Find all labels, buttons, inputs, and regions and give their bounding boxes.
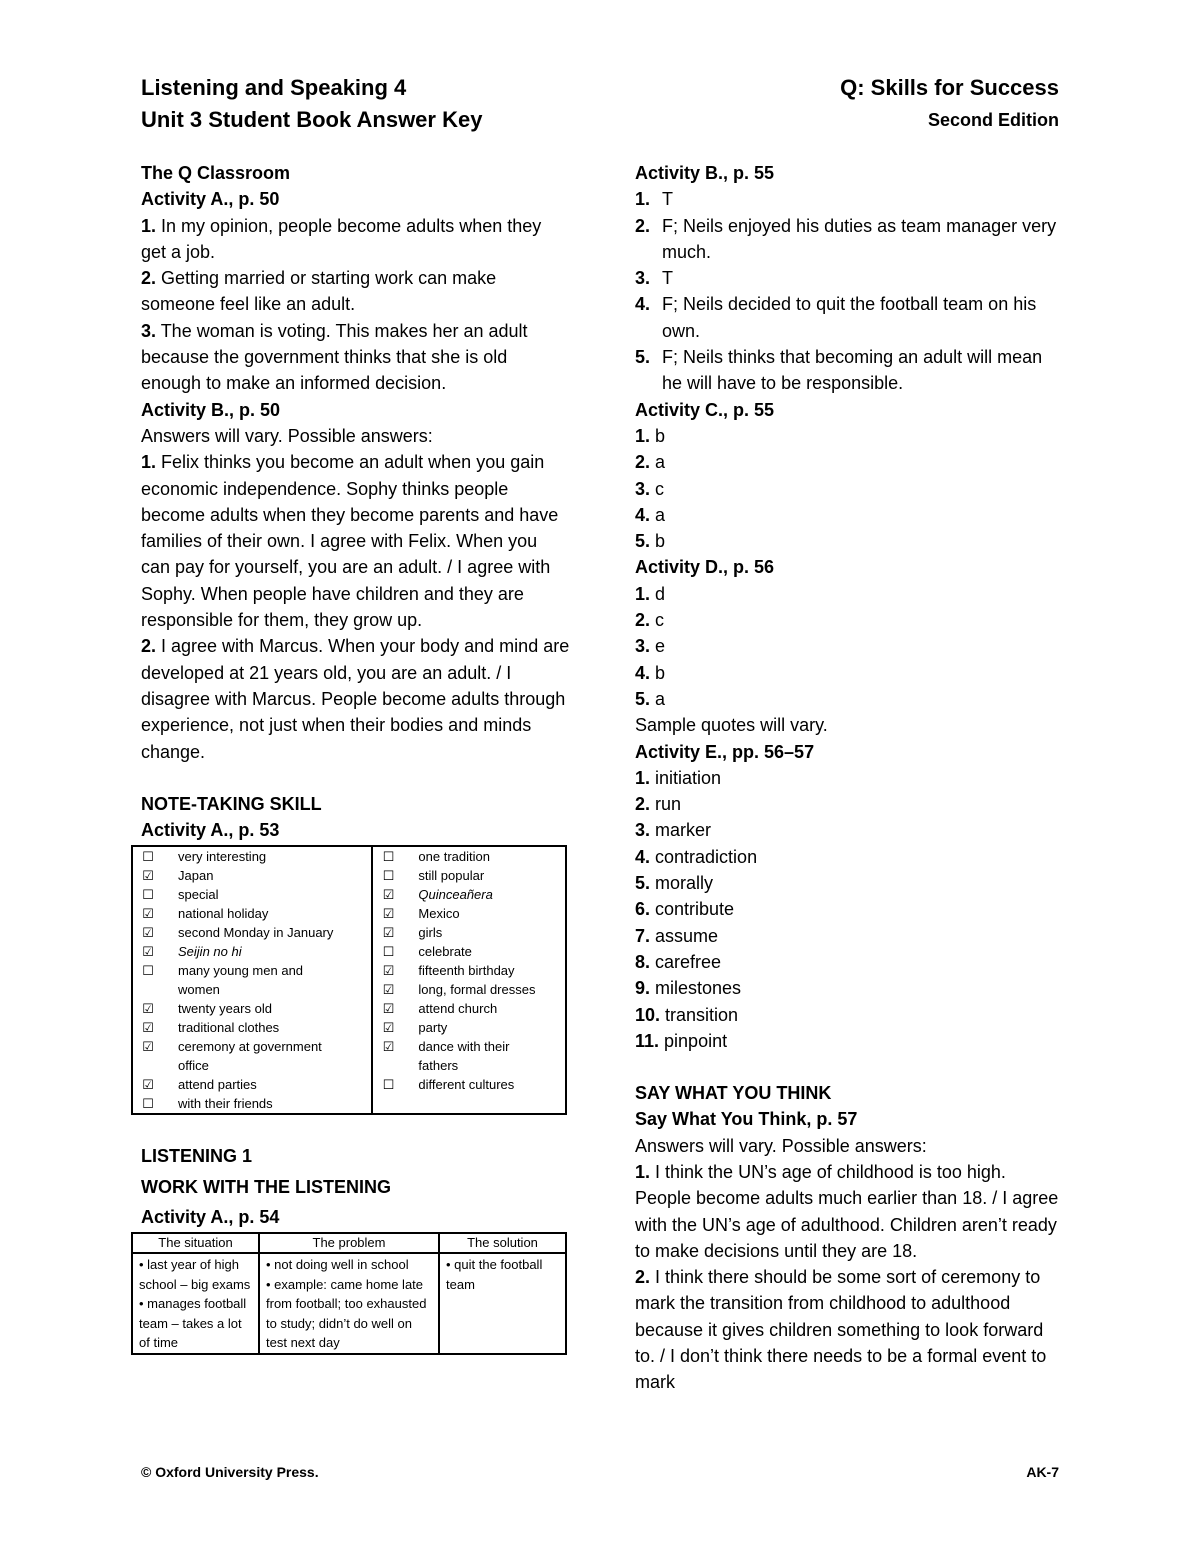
doc-title-line2: Unit 3 Student Book Answer Key [141,107,483,132]
activity-heading: Activity B., p. 55 [635,163,775,183]
checklist-item-text: office [163,1056,372,1075]
checklist-item-text: Mexico [418,906,460,922]
checklist-item-text: Japan [163,866,372,885]
answer-item: 2. Getting married or starting work can make someone feel like an adult. [141,268,497,315]
section-heading-note-taking: NOTE-TAKING SKILL [141,793,322,814]
edition-label: Second Edition [927,110,1059,130]
answer-item: 8. carefree [635,951,722,972]
table-row [132,866,566,885]
checkbox-icon: ☐ [382,868,395,884]
section-heading-q-classroom: The Q Classroom [141,163,291,183]
checklist-item-text: fathers [418,1058,459,1074]
answer-item: 1. In my opinion, people become adults when they get a job. [141,215,542,262]
checkbox-icon [372,1094,403,1114]
table-row [132,1075,566,1094]
table-row [132,1056,566,1075]
answer-item: 4. F; Neils decided to quit the football team on his own. [635,294,1037,341]
activity-heading: Activity E., pp. 56–57 [635,741,815,762]
answer-item: 7. assume [635,925,719,946]
doc-title-line1: Listening and Speaking 4 [141,75,407,100]
checklist-item-text: fifteenth birthday [418,963,515,979]
answer-item: 1. T [635,189,673,210]
checklist-item-text: second Monday in January [163,923,372,942]
checkbox-icon: ☑ [382,982,395,998]
checklist-item-text: ceremony at government [163,1037,372,1056]
checkbox-icon: ☑ [142,1077,154,1093]
answers-intro: Answers will vary. Possible answers: [141,425,433,446]
table-row [132,980,566,999]
checklist-item-text: dance with their [418,1039,510,1055]
checkbox-icon [132,1056,163,1075]
answer-item: 2. I agree with Marcus. When your body and mind are developed at 21 years old, you are an adult. / I disagree with Marcus. People become adults through experience, not just when their bodies and minds change. [141,636,570,762]
checkbox-icon: ☑ [382,887,395,903]
answers-intro: Answers will vary. Possible answers: [635,1135,927,1156]
answer-item: 3. The woman is voting. This makes her an adult because the government thinks that she is old enough to make an informed decision. [141,320,528,394]
checklist-item-text: one tradition [418,849,490,865]
table-row [132,942,566,961]
checklist-item-text: long, formal dresses [418,982,536,998]
checkbox-icon: ☑ [142,1039,154,1055]
situation-problem-solution-table [131,1232,567,1355]
checklist-item-text: girls [418,925,443,941]
checklist-item-text: Quinceañera [418,887,493,903]
activity-heading: Activity A., p. 53 [141,820,280,841]
table-row [132,1094,566,1114]
checklist-item-text: Seijin no hi [163,942,372,961]
answer-item: 3. c [635,478,665,499]
section-subheading-work-with-listening: WORK WITH THE LISTENING [141,1176,391,1197]
answer-item: 1. I think the UN’s age of childhood is too high. People become adults much earlier than 18. / I agree with the UN’s age of adulthood. Children aren’t ready to make decisions until they are 18. [635,1161,1059,1261]
checklist-item-text: women [163,980,372,999]
checkbox-icon: ☐ [142,963,154,979]
answer-item: 5. a [635,688,666,709]
checklist-item-text: very interesting [163,846,372,866]
checklist-item-text: twenty years old [163,999,372,1018]
checklist-item-text: attend parties [163,1075,372,1094]
checkbox-icon: ☐ [382,849,395,865]
answer-item: 2. I think there should be some sort of ceremony to mark the transition from childhood to adulthood because it gives children something to look forward to. / I don’t think there needs to be a formal event to mark [635,1267,1047,1393]
checkbox-icon: ☑ [142,944,154,960]
table-row [132,1037,566,1056]
note-taking-checklist-table [131,845,567,1115]
section-heading-say-what-you-think: SAY WHAT YOU THINK [635,1083,832,1104]
checkbox-icon [132,980,163,999]
table-row [132,846,566,866]
activity-heading: Activity C., p. 55 [635,399,775,420]
table-row [132,1253,566,1354]
answer-item: 2. F; Neils enjoyed his duties as team manager very much. [635,215,1057,262]
table-row [132,904,566,923]
checkbox-icon: ☑ [382,1020,395,1036]
answer-item: 3. T [635,268,673,289]
table-cell-solution: • quit the football team [439,1253,566,1354]
answer-item: 10. transition [635,1004,739,1025]
footer-copyright: © Oxford University Press. [141,1464,319,1480]
checkbox-icon: ☑ [382,1039,395,1055]
checklist-item-text: still popular [418,868,485,884]
checklist-item-text [403,1094,566,1114]
activity-heading: Activity B., p. 50 [141,399,281,420]
activity-heading: Activity A., p. 50 [141,189,280,210]
checklist-item-text: special [163,885,372,904]
answer-item: 4. a [635,504,666,525]
table-header-solution: The solution [439,1233,566,1253]
activity-heading: Say What You Think, p. 57 [635,1109,858,1130]
right-column [635,160,1065,1396]
brand-title: Q: Skills for Success [840,75,1059,100]
checklist-item-text: many young men and [163,961,372,980]
table-header-problem: The problem [259,1233,439,1253]
checklist-item-text: party [418,1020,448,1036]
checkbox-icon: ☑ [382,906,395,922]
activity-note: Sample quotes will vary. [635,715,828,736]
table-row [132,999,566,1018]
activity-heading: Activity D., p. 56 [635,557,775,578]
answer-list-activity-c [635,423,1065,554]
answer-item: 2. c [635,610,665,631]
checkbox-icon: ☑ [382,963,395,979]
answer-item: 9. milestones [635,978,742,999]
section-heading-listening-1: LISTENING 1 [141,1146,253,1167]
answer-item: 1. initiation [635,767,722,788]
checkbox-icon: ☑ [142,925,154,941]
table-cell-situation: • last year of high school – big exams • manages football team – takes a lot of time [132,1253,259,1354]
table-cell-problem: • not doing well in school • example: came home late from football; too exhausted to study; didn’t do well on test next day [259,1253,439,1354]
table-row [132,885,566,904]
checkbox-icon: ☐ [142,849,154,865]
answer-item: 2. run [635,794,682,815]
answer-item: 3. e [635,636,666,657]
checkbox-icon: ☐ [142,887,154,903]
checklist-item-text: traditional clothes [163,1018,372,1037]
checkbox-icon: ☑ [142,1001,154,1017]
footer-page-number: AK-7 [1026,1464,1059,1480]
answer-item: 1. b [635,425,666,446]
answer-item: 3. marker [635,820,712,841]
answer-item: 6. contribute [635,899,735,920]
answer-list-activity-e [635,765,1065,1054]
answer-list-activity-b [635,186,1065,396]
checkbox-icon: ☑ [142,1020,154,1036]
answer-item: 11. pinpoint [635,1030,728,1051]
checklist-item-text: attend church [418,1001,498,1017]
answer-item: 5. morally [635,873,714,894]
checkbox-icon: ☐ [382,1077,395,1093]
answer-item: 5. b [635,531,666,552]
table-row [132,961,566,980]
table-row [132,1018,566,1037]
answer-item: 2. a [635,452,666,473]
answer-item: 4. b [635,662,666,683]
table-row [132,923,566,942]
checkbox-icon [372,1056,403,1075]
checkbox-icon: ☐ [142,1096,154,1112]
checkbox-icon: ☑ [382,1001,395,1017]
checkbox-icon: ☑ [142,868,154,884]
answer-item: 1. Felix thinks you become an adult when you gain economic independence. Sophy thinks people become adults when they become parents and have families of their own. I agree with Felix. When you can pay for yourself, you are an adult. / I agree with Sophy. When people have children and they are responsible for them, they grow up. [141,452,559,631]
answer-list-activity-d [635,581,1065,712]
activity-heading: Activity A., p. 54 [141,1207,280,1228]
table-header-situation: The situation [132,1233,259,1253]
checkbox-icon: ☐ [382,944,395,960]
answer-item: 1. d [635,583,666,604]
checkbox-icon: ☑ [142,906,154,922]
answer-item: 4. contradiction [635,846,758,867]
answer-item: 5. F; Neils thinks that becoming an adult will mean he will have to be responsible. [635,347,1043,394]
left-column [141,160,571,1355]
checklist-item-text: national holiday [163,904,372,923]
checkbox-icon: ☑ [382,925,395,941]
checklist-item-text: with their friends [163,1094,372,1114]
checklist-item-text: celebrate [418,944,472,960]
checklist-item-text: different cultures [418,1077,515,1093]
